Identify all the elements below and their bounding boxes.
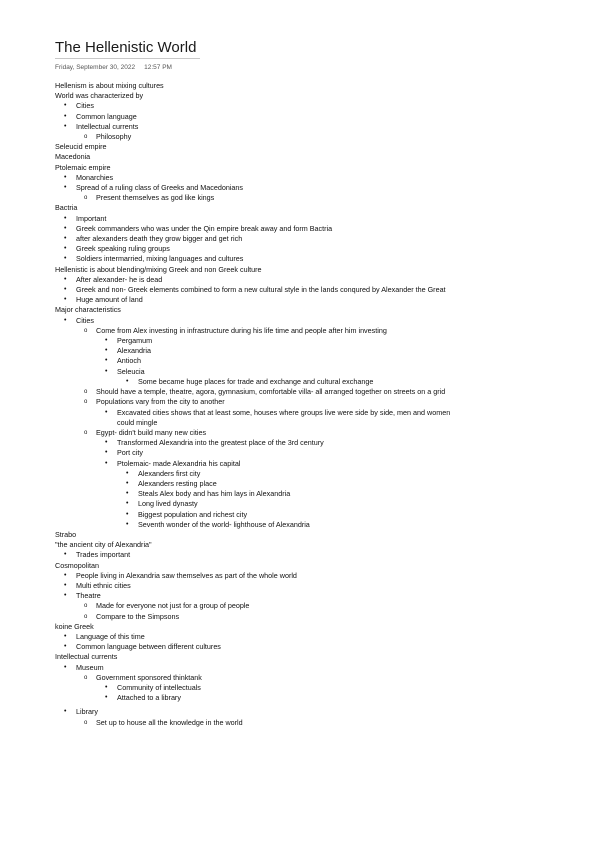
note-text: Spread of a ruling class of Greeks and Macedonians <box>76 183 244 193</box>
note-bullet-item <box>55 214 455 224</box>
disc-bullet-icon: • <box>64 663 67 671</box>
circle-bullet-icon: o <box>84 399 88 406</box>
circle-bullet-icon: o <box>84 613 88 620</box>
note-text: Multi ethnic cities <box>76 580 131 590</box>
note-text: Cosmopolitan <box>55 560 99 570</box>
disc-bullet-icon: • <box>126 377 129 385</box>
title-underline <box>55 58 200 59</box>
note-heading <box>55 152 455 162</box>
note-bullet-item <box>55 591 455 601</box>
note-bullet-item <box>55 499 455 509</box>
note-bullet-item <box>55 707 455 717</box>
note-bullet-item <box>55 408 455 428</box>
note-bullet-item <box>55 428 455 438</box>
disc-bullet-icon: • <box>105 683 108 691</box>
disc-bullet-icon: • <box>64 571 67 579</box>
note-text: Should have a temple, theatre, agora, gymnasium, comfortable villa- all arranged together on streets on a grid <box>96 387 446 397</box>
note-bullet-item <box>55 316 455 326</box>
note-bullet-item <box>55 510 455 520</box>
note-bullet-item <box>55 663 455 673</box>
circle-bullet-icon: o <box>84 134 88 141</box>
note-text: Excavated cities shows that at least some, houses where groups live were side by side, men and women could mingle <box>117 407 451 427</box>
note-text: Soldiers intermarried, mixing languages and cultures <box>76 254 244 264</box>
note-text: after alexanders death they grow bigger and get rich <box>76 234 243 244</box>
disc-bullet-icon: • <box>64 592 67 600</box>
note-bullet-item <box>55 397 455 407</box>
note-text: Egypt- didn't build many new cities <box>96 427 207 437</box>
note-bullet-item <box>55 285 455 295</box>
note-bullet-item <box>55 448 455 458</box>
disc-bullet-icon: • <box>64 235 67 243</box>
note-text: Ptolemaic empire <box>55 162 111 172</box>
note-bullet-item <box>55 387 455 397</box>
note-text: Common language <box>76 111 137 121</box>
note-text: Major characteristics <box>55 305 121 315</box>
disc-bullet-icon: • <box>64 102 67 110</box>
disc-bullet-icon: • <box>126 490 129 498</box>
disc-bullet-icon: • <box>64 581 67 589</box>
note-bullet-item <box>55 601 455 611</box>
note-text: Long lived dynasty <box>138 499 198 509</box>
note-bullet-item <box>55 183 455 193</box>
note-bullet-item <box>55 377 455 387</box>
note-bullet-item <box>55 193 455 203</box>
note-bullet-item <box>55 234 455 244</box>
note-bullet-item <box>55 469 455 479</box>
note-text: Cities <box>76 315 94 325</box>
note-text: Hellenism is about mixing cultures <box>55 81 164 90</box>
disc-bullet-icon: • <box>64 245 67 253</box>
note-text: Important <box>76 213 107 223</box>
disc-bullet-icon: • <box>105 439 108 447</box>
disc-bullet-icon: • <box>105 357 108 365</box>
note-text: Steals Alex body and has him lays in Alexandria <box>138 489 291 499</box>
disc-bullet-icon: • <box>64 275 67 283</box>
note-text: Theatre <box>76 591 101 601</box>
circle-bullet-icon: o <box>84 195 88 202</box>
note-bullet-item <box>55 571 455 581</box>
note-text: Populations vary from the city to another <box>96 397 225 407</box>
note-text: "the ancient city of Alexandria" <box>55 540 152 550</box>
disc-bullet-icon: • <box>64 316 67 324</box>
note-text: Library <box>76 707 98 717</box>
note-bullet-item <box>55 224 455 234</box>
circle-bullet-icon: o <box>84 719 88 726</box>
note-text: Macedonia <box>55 152 91 162</box>
note-heading <box>55 622 455 632</box>
note-text: Compare to the Simpsons <box>96 611 180 621</box>
disc-bullet-icon: • <box>64 184 67 192</box>
note-bullet-item <box>55 101 455 111</box>
disc-bullet-icon: • <box>105 449 108 457</box>
note-text: Ptolemaic- made Alexandria his capital <box>117 458 241 468</box>
note-bullet-item <box>55 122 455 132</box>
disc-bullet-icon: • <box>126 520 129 528</box>
note-bullet-item <box>55 336 455 346</box>
note-bullet-item <box>55 367 455 377</box>
note-text: Alexandria <box>117 346 151 356</box>
note-text: Biggest population and richest city <box>138 509 248 519</box>
note-bullet-item <box>55 173 455 183</box>
note-bullet-item <box>55 244 455 254</box>
note-bullet-item <box>55 326 455 336</box>
disc-bullet-icon: • <box>105 347 108 355</box>
note-text: Bactria <box>55 203 78 213</box>
note-bullet-item <box>55 693 455 703</box>
note-text: Seventh wonder of the world- lighthouse of Alexandria <box>138 519 310 529</box>
note-bullet-item <box>55 459 455 469</box>
note-bullet-item <box>55 632 455 642</box>
disc-bullet-icon: • <box>64 296 67 304</box>
disc-bullet-icon: • <box>64 632 67 640</box>
note-text: Huge amount of land <box>76 295 143 305</box>
note-text: Present themselves as god like kings <box>96 193 215 203</box>
disc-bullet-icon: • <box>126 500 129 508</box>
disc-bullet-icon: • <box>64 643 67 651</box>
note-text: Monarchies <box>76 172 114 182</box>
disc-bullet-icon: • <box>126 469 129 477</box>
note-bullet-item <box>55 673 455 683</box>
note-text: Come from Alex investing in infrastructure during his life time and people after him investing <box>96 325 387 335</box>
circle-bullet-icon: o <box>84 389 88 396</box>
note-bullet-item <box>55 295 455 305</box>
note-text: Government sponsored thinktank <box>96 672 202 682</box>
note-text: Made for everyone not just for a group of people <box>96 601 250 611</box>
note-text: Seleucia <box>117 366 145 376</box>
disc-bullet-icon: • <box>64 214 67 222</box>
note-bullet-item <box>55 550 455 560</box>
note-text: Some became huge places for trade and exchange and cultural exchange <box>138 376 374 386</box>
note-heading <box>55 305 455 315</box>
note-text: Intellectual currents <box>76 121 139 131</box>
disc-bullet-icon: • <box>64 708 67 716</box>
note-text: Museum <box>76 662 104 672</box>
note-text: Alexanders resting place <box>138 478 217 488</box>
disc-bullet-icon: • <box>105 337 108 345</box>
note-text: Trades important <box>76 550 131 560</box>
note-text: People living in Alexandria saw themselves as part of the whole world <box>76 570 297 580</box>
note-text: Philosophy <box>96 132 132 142</box>
note-text: Language of this time <box>76 631 145 641</box>
note-bullet-item <box>55 479 455 489</box>
note-text: Intellectual currents <box>55 652 118 662</box>
note-heading <box>55 530 455 540</box>
note-bullet-item <box>55 275 455 285</box>
disc-bullet-icon: • <box>64 173 67 181</box>
note-text: Pergamum <box>117 336 153 346</box>
note-text: Community of intellectuals <box>117 682 201 692</box>
disc-bullet-icon: • <box>105 694 108 702</box>
note-bullet-item <box>55 346 455 356</box>
disc-bullet-icon: • <box>64 551 67 559</box>
disc-bullet-icon: • <box>126 510 129 518</box>
note-bullet-item <box>55 581 455 591</box>
note-text: Cities <box>76 101 94 111</box>
note-bullet-item <box>55 489 455 499</box>
note-bullet-item <box>55 718 455 728</box>
note-text: Seleucid empire <box>55 142 107 152</box>
disc-bullet-icon: • <box>105 459 108 467</box>
disc-bullet-icon: • <box>64 286 67 294</box>
circle-bullet-icon: o <box>84 674 88 681</box>
note-text: Greek commanders who was under the Qin empire break away and form Bactria <box>76 223 333 233</box>
note-heading <box>55 81 455 91</box>
note-text: koine Greek <box>55 621 94 631</box>
note-bullet-item <box>55 132 455 142</box>
note-text: Attached to a library <box>117 693 181 703</box>
note-text: World was characterized by <box>55 91 144 101</box>
note-heading <box>55 163 455 173</box>
note-text: Alexanders first city <box>138 468 201 478</box>
note-text: Strabo <box>55 529 77 539</box>
note-heading <box>55 561 455 571</box>
disc-bullet-icon: • <box>64 255 67 263</box>
disc-bullet-icon: • <box>64 112 67 120</box>
note-bullet-item <box>55 356 455 366</box>
note-text: Set up to house all the knowledge in the world <box>96 717 243 727</box>
note-text: Common language between different cultures <box>76 642 221 652</box>
disc-bullet-icon: • <box>105 367 108 375</box>
note-heading <box>55 265 455 275</box>
disc-bullet-icon: • <box>64 122 67 130</box>
note-heading <box>55 540 455 550</box>
note-bullet-item <box>55 520 455 530</box>
circle-bullet-icon: o <box>84 429 88 436</box>
note-content[interactable] <box>55 81 455 728</box>
disc-bullet-icon: • <box>105 408 108 416</box>
page-title: The Hellenistic World <box>55 39 197 56</box>
note-text: Greek and non- Greek elements combined to form a new cultural style in the lands conqured by Alexander the Great <box>76 285 446 295</box>
note-bullet-item <box>55 642 455 652</box>
note-text: Transformed Alexandria into the greatest place of the 3rd century <box>117 438 324 448</box>
note-heading <box>55 91 455 101</box>
circle-bullet-icon: o <box>84 603 88 610</box>
note-heading <box>55 652 455 662</box>
note-bullet-item <box>55 254 455 264</box>
note-bullet-item <box>55 612 455 622</box>
note-bullet-item <box>55 683 455 693</box>
note-text: Antioch <box>117 356 141 366</box>
note-bullet-item <box>55 438 455 448</box>
disc-bullet-icon: • <box>126 479 129 487</box>
note-heading <box>55 203 455 213</box>
note-heading <box>55 142 455 152</box>
note-bullet-item <box>55 112 455 122</box>
page-datetime: Friday, September 30, 2022 12:57 PM <box>55 64 172 71</box>
note-text: Port city <box>117 448 143 458</box>
note-text: Hellenistic is about blending/mixing Greek and non Greek culture <box>55 264 262 274</box>
disc-bullet-icon: • <box>64 224 67 232</box>
note-text: After alexander- he is dead <box>76 274 163 284</box>
note-text: Greek speaking ruling groups <box>76 244 170 254</box>
circle-bullet-icon: o <box>84 327 88 334</box>
